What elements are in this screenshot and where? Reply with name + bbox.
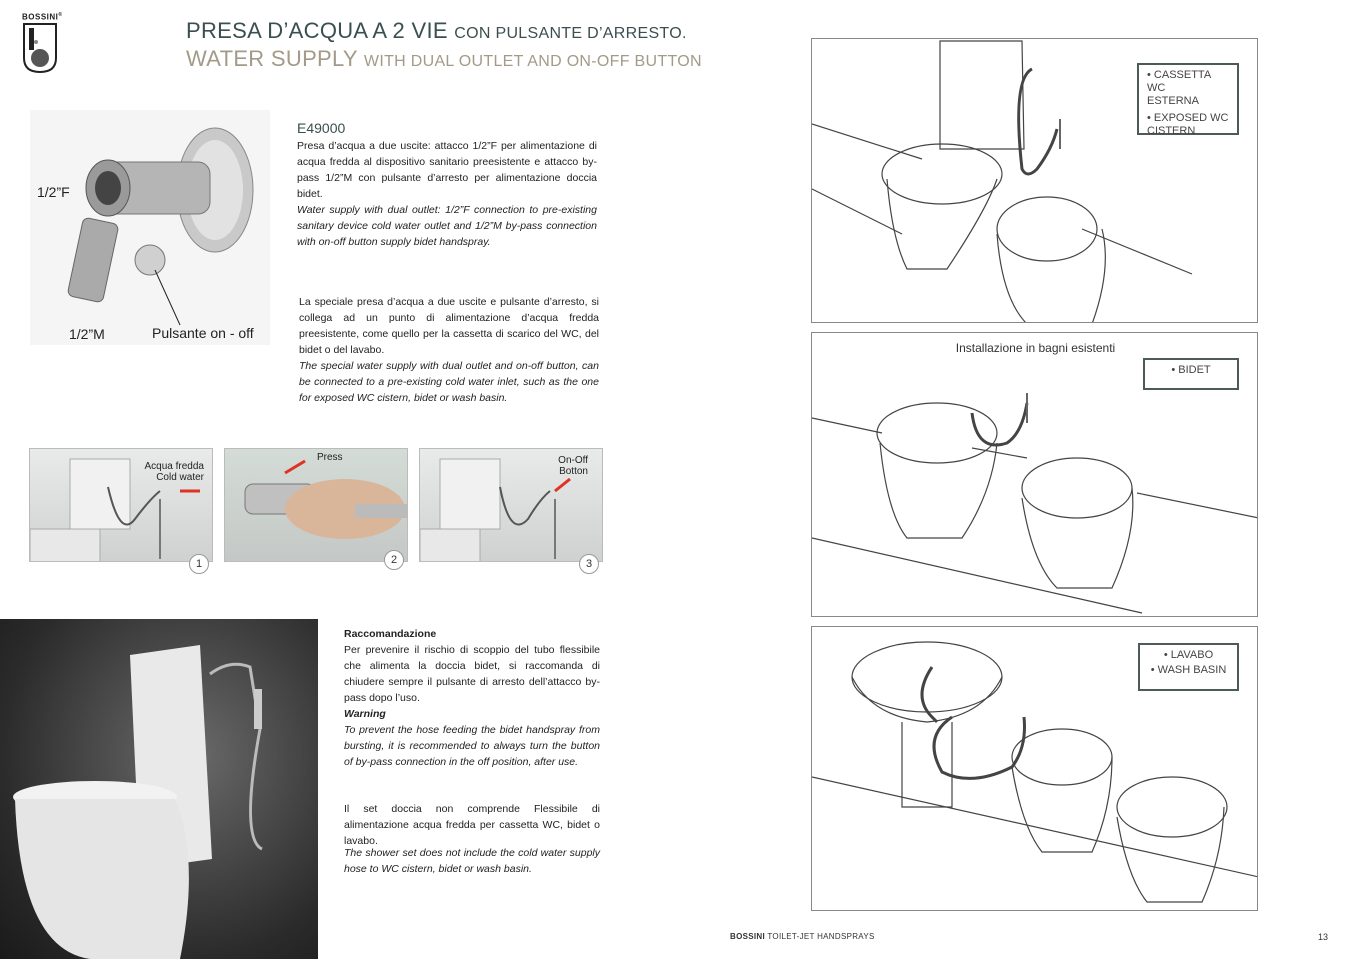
recommendation-text: Per prevenire il rischio di scoppio del tubo flessibile che alimenta la doccia bidet, si raccomanda di chiudere sempre il pulsante di arresto dell’attacco by-pass dopo l’uso. [344, 644, 600, 704]
page-title-en: WATER SUPPLY WITH DUAL OUTLET AND ON-OFF BUTTON [186, 46, 702, 71]
step-2-label: Press [317, 452, 343, 463]
warning-heading: Warning [344, 708, 386, 720]
step-3-label: On-Off Botton [558, 455, 588, 477]
toilet-photo [0, 619, 318, 959]
brand-logo-icon [22, 22, 58, 74]
step-1-number: 1 [189, 554, 209, 574]
special-en: The special water supply with dual outlet and on-off button, can be connected to a pre-existing cold water inlet, such as the one for exposed WC cistern, bidet or wash basin. [299, 360, 599, 404]
valve-icon [30, 110, 270, 345]
product-code: E49000 [297, 120, 346, 136]
step-2-image [224, 448, 408, 562]
step-1-image [29, 448, 213, 562]
desc-en: Water supply with dual outlet: 1/2”F connection to pre-existing sanitary device cold water outlet and 1/2”M by-pass connection with on-off button supply bidet handspray. [297, 204, 597, 248]
hand-icon [225, 449, 408, 562]
special-it: La speciale presa d’acqua a due uscite e pulsante d’arresto, si collega ad un punto di alimentazione d’acqua fredda preesistente, come quello per la cassetta di scarico del WC, del bidet o del lavabo. [299, 296, 599, 356]
step-3-number: 3 [579, 554, 599, 574]
label-button: Pulsante on - off [152, 325, 254, 341]
callout-bidet: • BIDET [1143, 358, 1239, 390]
label-male: 1/2”M [69, 326, 105, 342]
step-1-label: Acqua fredda Cold water [144, 461, 204, 483]
page-title-it: PRESA D’ACQUA A 2 VIE CON PULSANTE D’ARRESTO. [186, 18, 687, 43]
step-3-image [419, 448, 603, 562]
desc-it: Presa d’acqua a due uscite: attacco 1/2”F per alimentazione di acqua fredda al dispositivo sanitario preesistente e attacco by-pass 1/2”M con pulsante d’arresto per alimentazione doccia bidet. [297, 140, 597, 200]
footer: BOSSINI TOILET-JET HANDSPRAYS [730, 932, 875, 941]
recommendation-heading: Raccomandazione [344, 628, 437, 640]
product-image [30, 110, 270, 345]
note-it: Il set doccia non comprende Flessibile di alimentazione acqua fredda per cassetta WC, bidet o lavabo. [344, 803, 600, 847]
callout-cistern: • CASSETTA WC ESTERNA • EXPOSED WC CISTERN [1137, 63, 1239, 135]
note-en: The shower set does not include the cold water supply hose to WC cistern, bidet or wash basin. [344, 847, 600, 875]
step-2-number: 2 [384, 550, 404, 570]
toilet-icon [0, 619, 318, 959]
brand-logo-text: BOSSINI® [22, 12, 63, 22]
warning-text: To prevent the hose feeding the bidet handspray from bursting, it is recommended to always turn the button of by-pass connection in the off position, after use. [344, 724, 600, 768]
callout-basin: • LAVABO • WASH BASIN [1138, 643, 1239, 691]
install-title: Installazione in bagni esistenti [955, 341, 1116, 355]
label-female: 1/2”F [37, 184, 70, 200]
page-number: 13 [1318, 932, 1329, 942]
